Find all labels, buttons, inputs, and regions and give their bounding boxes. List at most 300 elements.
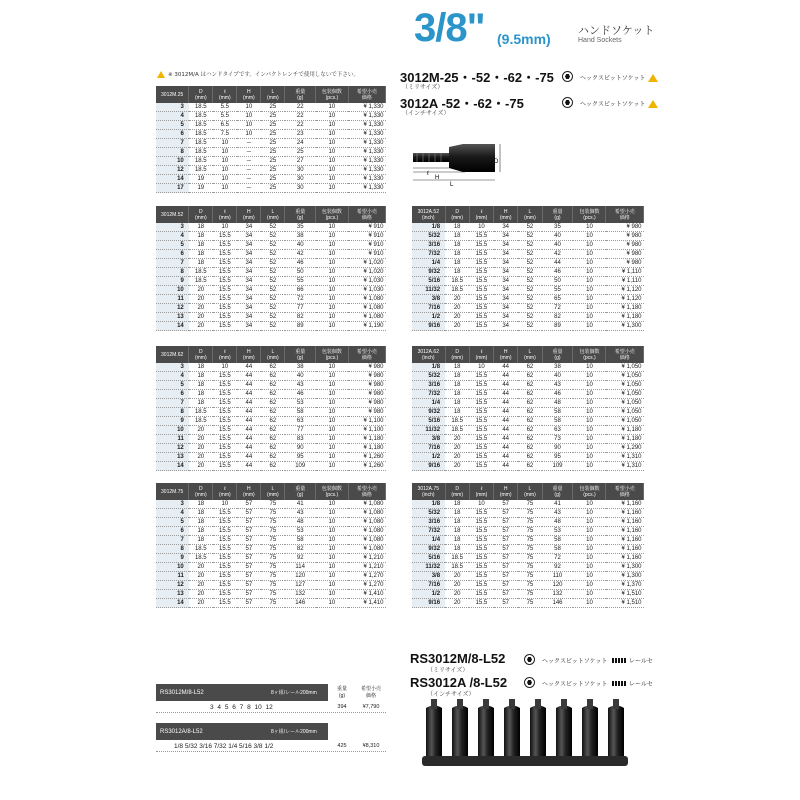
table-cell: ¥ 1,310 — [606, 453, 644, 462]
table-cell: ¥ 1,050 — [606, 399, 644, 408]
column-header — [348, 86, 385, 103]
column-header-label: D — [198, 348, 203, 355]
table-row — [156, 121, 386, 130]
warning-icon — [157, 71, 165, 78]
table-cell: 10 — [316, 295, 349, 304]
table-cell: 15.5 — [469, 241, 493, 250]
product-metric-name: 3012M-25・-52・-62・-75 — [400, 70, 554, 85]
table-cell: ¥ 1,160 — [606, 509, 644, 518]
column-header — [285, 206, 316, 223]
table-cell: 20 — [189, 590, 213, 599]
table-cell: 41 — [285, 500, 316, 509]
table-cell: 10 — [316, 184, 349, 193]
dim-label-l: L — [450, 182, 454, 188]
table-row — [156, 277, 386, 286]
column-header-unit: (mm) — [267, 94, 279, 101]
table-cell: ¥ 1,050 — [606, 408, 644, 417]
table-cell: 18 — [445, 399, 469, 408]
table-cell: 43 — [285, 381, 316, 390]
table-cell: 18 — [189, 223, 213, 232]
column-header — [469, 483, 493, 500]
table-cell: 34 — [237, 295, 261, 304]
table-cell: 15.5 — [469, 453, 493, 462]
product-metric-sub: （ミリサイズ） — [402, 84, 444, 91]
column-header — [573, 483, 606, 500]
caution-note-text: ※ 3012M/A はハンドタイプです。インパクトレンチで使用しないで下さい。 — [168, 72, 359, 78]
table-cell: 10 — [316, 112, 349, 121]
table-cell: 44 — [542, 259, 573, 268]
table-cell: 52 — [261, 277, 285, 286]
table-cell: 10 — [469, 500, 493, 509]
table-cell: 44 — [494, 426, 518, 435]
table-cell: 15.5 — [213, 268, 237, 277]
table-cell: 57 — [494, 554, 518, 563]
column-header-unit: (mm) — [267, 354, 279, 361]
table-cell: 10 — [213, 223, 237, 232]
column-header — [237, 206, 261, 223]
table-cell: 10 — [573, 536, 606, 545]
column-header — [469, 206, 493, 223]
column-header — [518, 483, 542, 500]
table-cell: 15.5 — [469, 518, 493, 527]
table-row — [156, 130, 386, 139]
table-cell: 15.5 — [469, 417, 493, 426]
table-cell: 15.5 — [213, 295, 237, 304]
table-cell: 34 — [237, 268, 261, 277]
table-cell: 18.5 — [189, 103, 213, 112]
table-cell: ¥ 1,020 — [348, 259, 385, 268]
column-header — [606, 206, 644, 223]
table-cell: 20 — [445, 295, 469, 304]
table-cell: 25 — [261, 139, 285, 148]
table-cell: 52 — [261, 322, 285, 331]
table-cell: 10 — [573, 313, 606, 322]
set-weight-head — [328, 684, 356, 701]
weight-unit-text: (g) — [338, 693, 346, 699]
table-cell: 44 — [494, 408, 518, 417]
table-cell: 10 — [573, 518, 606, 527]
table-cell: 15.5 — [213, 277, 237, 286]
socket-body-shape — [449, 144, 495, 172]
table-row — [412, 241, 644, 250]
table-cell: 40 — [285, 372, 316, 381]
table-cell: 62 — [518, 363, 542, 372]
table-cell: 18 — [189, 250, 213, 259]
table-cell: 146 — [542, 599, 573, 608]
column-header-label: 希望小売 — [614, 208, 635, 215]
table-cell: 3 — [156, 363, 189, 372]
table-cell: ¥ 1,210 — [348, 554, 385, 563]
table-cell: 15.5 — [213, 527, 237, 536]
table-cell: ─ — [237, 184, 261, 193]
table-cell: 18.5 — [189, 166, 213, 175]
column-header-unit: (g) — [297, 214, 304, 221]
table-cell: 20 — [445, 599, 469, 608]
table-cell: 58 — [542, 545, 573, 554]
column-header — [494, 483, 518, 500]
table-cell: 46 — [285, 390, 316, 399]
table-cell: 34 — [494, 286, 518, 295]
table-cell: 15.5 — [469, 250, 493, 259]
table-cell: 15.5 — [213, 572, 237, 581]
table-cell: 44 — [237, 444, 261, 453]
column-header-unit: (inch) — [422, 354, 435, 361]
table-cell: 10 — [316, 399, 349, 408]
table-cell: 18 — [445, 232, 469, 241]
table-cell: 13 — [156, 590, 189, 599]
table-cell: 20 — [445, 581, 469, 590]
table-cell: 18.5 — [445, 286, 469, 295]
table-cell: ¥ 980 — [606, 250, 644, 259]
table-row — [412, 250, 644, 259]
table-cell: ¥ 1,100 — [348, 417, 385, 426]
table-cell: 34 — [494, 223, 518, 232]
table-cell: 10 — [573, 453, 606, 462]
column-header — [573, 206, 606, 223]
column-header-unit: (pcs.) — [583, 214, 596, 221]
table-cell: 18 — [189, 259, 213, 268]
product-category-jp: ハンドソケット — [578, 24, 655, 37]
table-cell: 77 — [285, 426, 316, 435]
table-cell: 25 — [261, 175, 285, 184]
type-label-inch — [580, 99, 658, 108]
table-cell: ─ — [237, 157, 261, 166]
table-cell: 10 — [237, 112, 261, 121]
table-row — [412, 563, 644, 572]
table-cell: 52 — [518, 259, 542, 268]
table-cell: 10 — [573, 408, 606, 417]
column-header-label: ℓ — [480, 485, 483, 492]
table-cell: 11/32 — [412, 286, 445, 295]
table-cell: 44 — [494, 444, 518, 453]
set-price-head — [356, 684, 386, 701]
table-cell: 18 — [445, 268, 469, 277]
column-header-unit: (mm) — [267, 491, 279, 498]
table-cell: 75 — [518, 599, 542, 608]
column-header-label: D — [455, 208, 459, 215]
table-cell: 57 — [237, 545, 261, 554]
table-cell: 10 — [316, 408, 349, 417]
table-row — [156, 259, 386, 268]
table-cell: ¥ 1,080 — [348, 536, 385, 545]
column-header-label: 包装個数 — [321, 348, 342, 355]
table-cell: 3/8 — [412, 572, 445, 581]
table-cell: 40 — [285, 241, 316, 250]
table-cell: 10 — [316, 121, 349, 130]
table-cell: 15.5 — [213, 322, 237, 331]
table-row — [412, 304, 644, 313]
table-row — [156, 390, 386, 399]
table-row — [156, 381, 386, 390]
table-cell: ¥ 1,160 — [606, 554, 644, 563]
table-row — [156, 435, 386, 444]
table-cell: ¥ 1,080 — [348, 304, 385, 313]
table-cell: 75 — [518, 581, 542, 590]
column-header-label: D — [198, 485, 203, 492]
table-cell: 10 — [316, 130, 349, 139]
set-inch-name: RS3012A /8-L52 — [410, 675, 508, 690]
table-cell: 109 — [285, 462, 316, 471]
table-row — [156, 295, 386, 304]
table-cell: 34 — [237, 304, 261, 313]
table-cell: 20 — [445, 462, 469, 471]
set-table-inch — [156, 723, 386, 755]
table-cell: 18 — [189, 399, 213, 408]
column-header — [156, 483, 189, 500]
table-cell: 44 — [237, 372, 261, 381]
rail-label-text: レールセ — [629, 658, 653, 665]
table-row — [412, 590, 644, 599]
table-cell: 57 — [494, 545, 518, 554]
set-model: RS3012A/8-L52 — [160, 728, 203, 735]
table-cell: 38 — [285, 232, 316, 241]
table-cell: 18.5 — [189, 139, 213, 148]
table-cell: 52 — [518, 304, 542, 313]
column-header-unit: (inch) — [422, 491, 435, 498]
table-cell: 10 — [316, 363, 349, 372]
table-cell: 10 — [573, 241, 606, 250]
table-cell: 10 — [316, 304, 349, 313]
table-cell: ¥ 1,160 — [606, 536, 644, 545]
table-cell: 14 — [156, 322, 189, 331]
column-header — [542, 206, 573, 223]
table-row — [412, 259, 644, 268]
table-cell: 10 — [573, 322, 606, 331]
table-cell: 20 — [445, 444, 469, 453]
table-row — [412, 572, 644, 581]
table-cell: ¥ 1,180 — [606, 426, 644, 435]
set-weight: 425 — [337, 743, 347, 749]
table-cell: 75 — [261, 581, 285, 590]
table-cell: 15.5 — [469, 399, 493, 408]
table-row — [156, 453, 386, 462]
table-cell: 18.5 — [189, 157, 213, 166]
table-cell: 55 — [542, 286, 573, 295]
table-cell: 18.5 — [189, 545, 213, 554]
table-cell: 10 — [316, 175, 349, 184]
table-cell: 18 — [189, 390, 213, 399]
column-header-label: 重量 — [295, 88, 306, 95]
table-cell: 42 — [542, 250, 573, 259]
column-header — [156, 86, 189, 103]
table-row — [156, 536, 386, 545]
table-cell: 10 — [573, 363, 606, 372]
table-row — [156, 509, 386, 518]
table-cell: 10 — [316, 166, 349, 175]
table-cell: 30 — [285, 184, 316, 193]
table-cell: 62 — [518, 435, 542, 444]
table-cell: 10 — [573, 444, 606, 453]
table-cell: 15.5 — [213, 536, 237, 545]
table-cell: 25 — [261, 166, 285, 175]
table-cell: 10 — [573, 435, 606, 444]
table-cell: 10 — [573, 223, 606, 232]
table-cell: 30 — [285, 166, 316, 175]
table-cell: 82 — [285, 545, 316, 554]
set-table-row — [156, 741, 386, 752]
table-cell: 52 — [261, 232, 285, 241]
table-cell: 15.5 — [469, 426, 493, 435]
table-cell: 5 — [156, 241, 189, 250]
table-cell: 17 — [156, 184, 189, 193]
table-cell: ¥ 1,260 — [348, 453, 385, 462]
table-cell: 15.5 — [213, 232, 237, 241]
table-cell: 18 — [445, 509, 469, 518]
socket-shape — [478, 706, 494, 757]
column-header-label: D — [198, 88, 203, 95]
table-row — [412, 408, 644, 417]
dim-label-d: D — [494, 159, 499, 165]
column-header — [494, 206, 518, 223]
table-cell: 18.5 — [189, 121, 213, 130]
table-cell: 3/16 — [412, 241, 445, 250]
column-header-unit: (g) — [554, 214, 561, 221]
table-row — [156, 590, 386, 599]
column-header — [606, 346, 644, 363]
dim-label-h: H — [435, 175, 440, 181]
table-cell: 1/8 — [412, 500, 445, 509]
column-header-unit: (pcs.) — [325, 94, 339, 101]
table-cell: 10 — [237, 103, 261, 112]
table-cell: 10 — [573, 381, 606, 390]
table-cell: 15.5 — [213, 563, 237, 572]
table-cell: 20 — [189, 286, 213, 295]
hex-bit-tip-shape — [587, 699, 593, 709]
table-cell: 127 — [285, 581, 316, 590]
table-cell: 35 — [542, 223, 573, 232]
table-cell: 5 — [156, 381, 189, 390]
table-cell: 15.5 — [213, 554, 237, 563]
table-cell: 25 — [261, 121, 285, 130]
table-cell: ¥ 1,160 — [606, 518, 644, 527]
table-cell: 23 — [285, 130, 316, 139]
table-cell: 10 — [316, 223, 349, 232]
table-cell: 57 — [237, 581, 261, 590]
column-header-unit: (mm) — [218, 354, 231, 361]
table-cell: 7 — [156, 536, 189, 545]
table-cell: 10 — [316, 518, 349, 527]
table-cell: 5.5 — [213, 112, 237, 121]
table-cell: 1/4 — [412, 399, 445, 408]
table-cell: 62 — [518, 372, 542, 381]
table-cell: 10 — [573, 527, 606, 536]
table-cell: 82 — [542, 313, 573, 322]
table-cell: 10 — [573, 462, 606, 471]
table-row — [156, 241, 386, 250]
table-cell: ¥ 1,290 — [606, 444, 644, 453]
table-row — [156, 545, 386, 554]
table-cell: 6.5 — [213, 121, 237, 130]
table-cell: ¥ 1,110 — [606, 268, 644, 277]
table-cell: 9/32 — [412, 268, 445, 277]
table-cell: 9 — [156, 554, 189, 563]
table-cell: 10 — [573, 250, 606, 259]
column-header — [573, 346, 606, 363]
table-cell: 66 — [285, 286, 316, 295]
column-header-label: 希望小売 — [614, 485, 635, 492]
column-header-unit: (mm) — [267, 214, 279, 221]
table-cell: 24 — [285, 139, 316, 148]
table-cell: 62 — [261, 408, 285, 417]
column-header — [469, 346, 493, 363]
table-cell: 15.5 — [213, 304, 237, 313]
table-cell: 10 — [316, 500, 349, 509]
hex-bit-tip-shape — [509, 699, 515, 709]
table-cell: ¥ 1,270 — [348, 581, 385, 590]
column-header-label: L — [528, 208, 532, 215]
column-header — [237, 346, 261, 363]
table-cell: 4 — [156, 232, 189, 241]
column-header-unit: (g) — [297, 354, 304, 361]
table-cell: 4 — [156, 372, 189, 381]
column-header-unit: (mm) — [524, 491, 536, 498]
table-cell: 75 — [518, 527, 542, 536]
table-cell: 120 — [542, 581, 573, 590]
set-sizes: 1/8 5/32 3/16 7/32 1/4 5/16 3/8 1/2 — [174, 742, 274, 750]
table-row — [156, 232, 386, 241]
column-header-label: 3012M.52 — [161, 211, 184, 218]
set-rail-label-inch — [612, 679, 653, 688]
table-cell: 12 — [156, 166, 189, 175]
table-row — [156, 426, 386, 435]
column-header-label: 希望小売 — [356, 348, 377, 355]
column-header-unit: (pcs.) — [583, 491, 596, 498]
table-cell: ¥ 980 — [348, 408, 385, 417]
price-head-text: 希望小売 — [360, 686, 381, 692]
table-cell: 10 — [573, 372, 606, 381]
table-cell: 10 — [316, 453, 349, 462]
table-cell: 50 — [285, 268, 316, 277]
table-cell: 3 — [156, 103, 189, 112]
table-cell: ¥ 980 — [606, 259, 644, 268]
table-row — [156, 166, 386, 175]
set-type-label-metric — [542, 656, 607, 665]
table-cell: 75 — [518, 500, 542, 509]
table-cell: 15.5 — [213, 408, 237, 417]
table-cell: 15.5 — [469, 509, 493, 518]
socket-dimension-diagram — [405, 138, 641, 188]
column-header-unit: (mm) — [218, 491, 231, 498]
table-cell: 34 — [237, 223, 261, 232]
table-cell: 10 — [316, 277, 349, 286]
column-header-unit: (mm) — [451, 354, 464, 361]
table-cell: 25 — [261, 157, 285, 166]
column-header — [518, 206, 542, 223]
table-cell: 35 — [285, 223, 316, 232]
table-cell: ¥ 1,370 — [606, 581, 644, 590]
table-cell: 1/4 — [412, 536, 445, 545]
column-header — [542, 346, 573, 363]
table-cell: 62 — [261, 363, 285, 372]
table-cell: 146 — [285, 599, 316, 608]
table-cell: 57 — [237, 554, 261, 563]
table-cell: 18.5 — [189, 112, 213, 121]
column-header-unit: (g) — [554, 491, 561, 498]
table-cell: 10 — [316, 322, 349, 331]
table-cell: 18 — [189, 500, 213, 509]
table-cell: 3 — [156, 223, 189, 232]
table-cell: 20 — [189, 599, 213, 608]
table-cell: 20 — [189, 572, 213, 581]
table-cell: 15.5 — [213, 417, 237, 426]
table-cell: 18 — [445, 381, 469, 390]
column-header-unit: (mm) — [499, 491, 512, 498]
table-cell: 18 — [189, 509, 213, 518]
page-title: 3/8" — [414, 6, 485, 50]
column-header-label: 3012M.75 — [161, 488, 184, 495]
column-header — [316, 86, 349, 103]
table-cell: 34 — [237, 313, 261, 322]
